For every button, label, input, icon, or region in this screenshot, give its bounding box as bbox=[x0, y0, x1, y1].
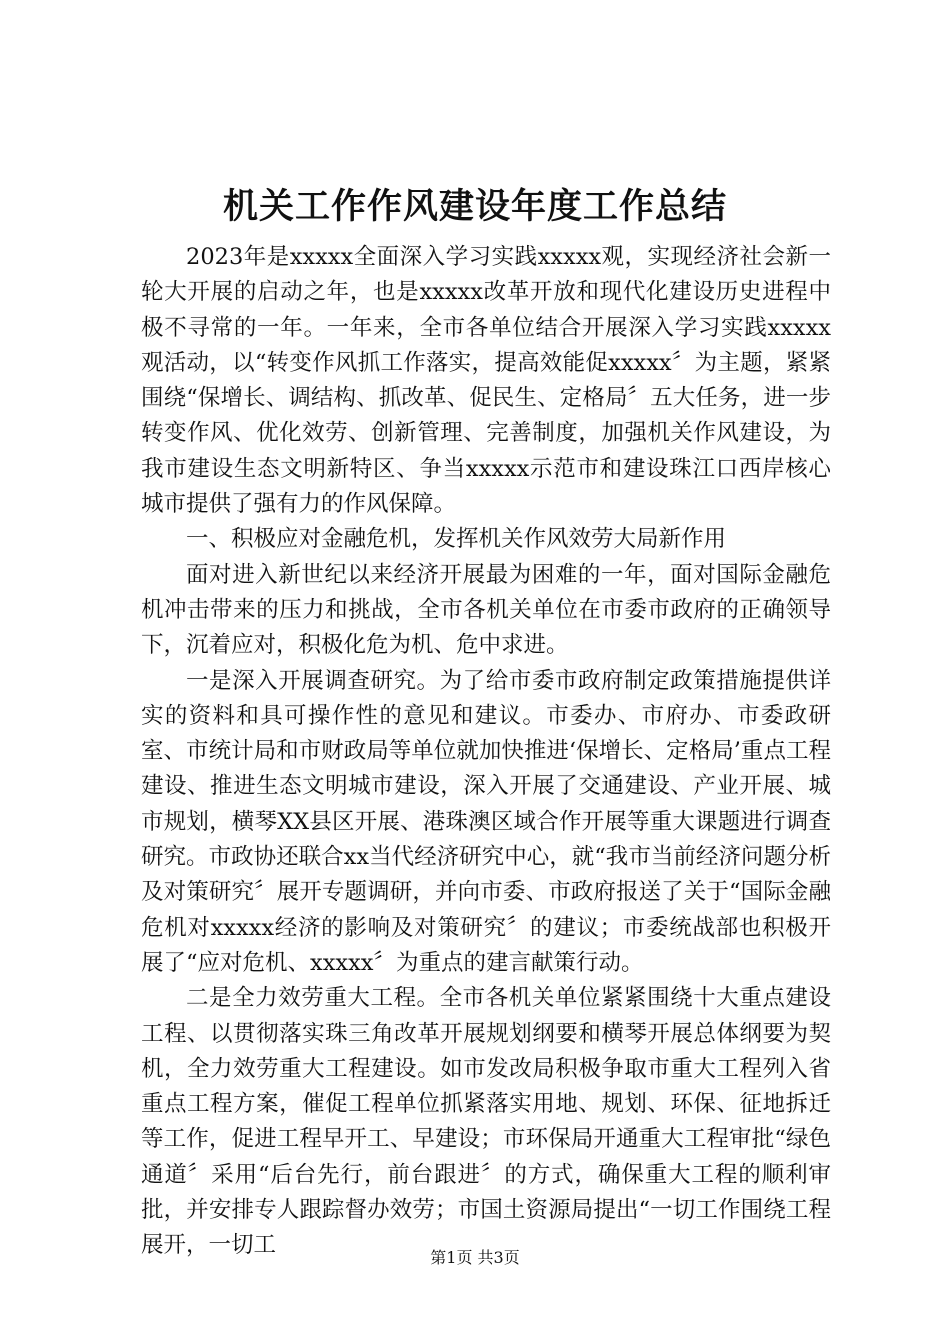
paragraph-research: 一是深入开展调查研究。为了给市委市政府制定政策措施提供详实的资料和具可操作性的意见和建议。市委办、市府办、市委政研室、市统计局和市财政局等单位就加快推进‘保增长、定格局’重点工程建设、推进生态文明城市建设，深入开展了交通建设、产业开展、城市规划，横琴XX县区开展、港珠澳区域合作开展等重大课题进行调查研究。市政协还联合xx当代经济研究中心，就“我市当前经济问题分析及对策研究〞展开专题调研，并向市委、市政府报送了关于“国际金融危机对xxxxx经济的影响及对策研究〞的建议；市委统战部也积极开展了“应对危机、xxxxx〞为重点的建言献策行动。 bbox=[141, 667, 831, 976]
paragraph-intro: 2023年是xxxxx全面深入学习实践xxxxx观，实现经济社会新一轮大开展的启动之年，也是xxxxx改革开放和现代化建设历史进程中极不寻常的一年。一年来，全市各单位结合开展深入学习实践xxxxx观活动，以“转变作风抓工作落实，提高效能促xxxxx〞为主题，紧紧围绕“保增长、调结构、抓改革、促民生、定格局〞五大任务，进一步转变作风、优化效劳、创新管理、完善制度，加强机关作风建设，为我市建设生态文明新特区、争当xxxxx示范市和建设珠江口西岸核心城市提供了强有力的作风保障。 bbox=[141, 244, 831, 518]
paragraph-major-projects: 二是全力效劳重大工程。全市各机关单位紧紧围绕十大重点建设工程、以贯彻落实珠三角改革开展规划纲要和横琴开展总体纲要为契机，全力效劳重大工程建设。如市发改局积极争取市重大工程列入省重点工程方案，催促工程单位抓紧落实用地、规划、环保、征地拆迁等工作，促进工程早开工、早建设；市环保局开通重大工程审批“绿色通道〞采用“后台先行，前台跟进〞的方式，确保重大工程的顺利审批，并安排专人跟踪督办效劳；市国土资源局提出“一切工作围绕工程展开，一切工 bbox=[141, 985, 831, 1259]
section-heading-1: 一、积极应对金融危机，发挥机关作风效劳大局新作用 bbox=[186, 526, 727, 553]
document-title: 机关工作作风建设年度工作总结 bbox=[222, 186, 727, 227]
document-body bbox=[141, 240, 831, 1264]
paragraph-section-intro: 面对进入新世纪以来经济开展最为困难的一年，面对国际金融危机冲击带来的压力和挑战，全市各机关单位在市委市政府的正确领导下，沉着应对，积极化危为机、危中求进。 bbox=[141, 561, 831, 659]
page-footer: 第1页 共3页 bbox=[430, 1248, 520, 1267]
